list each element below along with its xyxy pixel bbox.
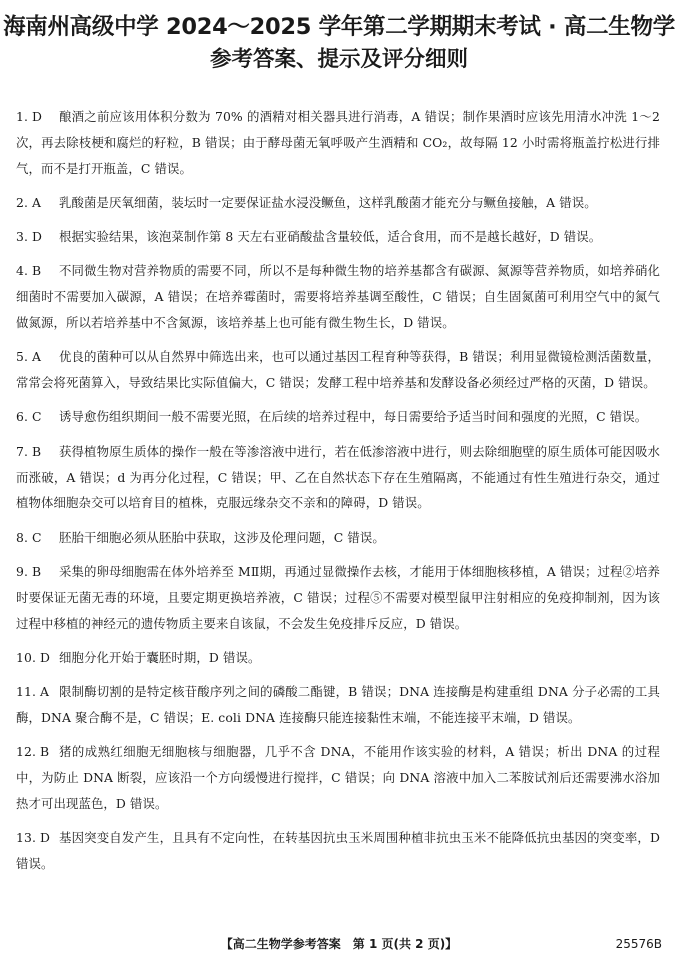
- answer-item-1: [16, 104, 660, 181]
- answer-explanation: 不同微生物对营养物质的需要不同，所以不是每种微生物的培养基都含有碳源、氮源等营养物质，如培养硝化细菌时不需要加入碳源，A 错误；在培养霉菌时，需要将培养基调至酸性，C 错误；自生固氮菌可利用空气中的氮气做氮源，所以若培养基中不含氮源，该培养基上也可能有微生物生长，D 错误。: [16, 263, 660, 331]
- answer-number: 8. C: [16, 529, 42, 545]
- answer-subtitle: 参考答案、提示及评分细则: [209, 47, 468, 72]
- answer-number: 11. A: [16, 684, 50, 700]
- answer-number: 1. D: [16, 109, 43, 124]
- answer-explanation: 采集的卵母细胞需在体外培养至 MⅡ期，再通过显微操作去核，才能用于体细胞核移植，A 错误；过程②培养时要保证无菌无毒的环境，且要定期更换培养液，C 错误；过程⑤不需要对模型鼠甲注射相应的免疫抑制剂，因为该过程中移植的神经元的遗传物质主要来自该鼠，不会发生免疫排斥反应，D 错误。: [16, 563, 660, 631]
- answer-item-2: [16, 190, 660, 216]
- answer-item-5: [16, 344, 660, 396]
- answer-explanation: 根据实验结果，该泡菜制作第 8 天左右亚硝酸盐含量较低，适合食用，而不是越长越好，D 错误。: [59, 229, 602, 245]
- answer-explanation: 细胞分化开始于囊胚时期，D 错误。: [59, 649, 261, 665]
- answer-item-4: [16, 258, 660, 335]
- answer-explanation: 诱导愈伤组织期间一般不需要光照，在后续的培养过程中，每日需要给予适当时间和强度的光照，C 错误。: [59, 409, 648, 425]
- answer-explanation: 猪的成熟红细胞无细胞核与细胞器，几乎不含 DNA，不能用作该实验的材料，A 错误；析出 DNA 的过程中，为防止 DNA 断裂，应该沿一个方向缓慢进行搅拌，C 错误；向 DNA 溶液中加入二苯胺试剂后还需要沸水浴加热才可出现蓝色，D 错误。: [16, 744, 660, 811]
- answer-item-7: [16, 439, 660, 516]
- answer-number: 13. D: [16, 830, 51, 846]
- answer-number: 9. B: [16, 563, 42, 579]
- answer-item-9: [16, 559, 660, 636]
- answer-item-8: [16, 525, 660, 551]
- answer-explanation: 基因突变自发产生，且具有不定向性，在转基因抗虫玉米周围种植非抗虫玉米不能降低抗虫基因的突变率，D 错误。: [16, 830, 660, 871]
- footer-doc-code: 25576B: [615, 937, 662, 951]
- answer-item-12: [16, 739, 660, 816]
- footer-page-info: 【高二生物学参考答案 第 1 页(共 2 页)】: [220, 937, 458, 951]
- answer-explanation: 胚胎干细胞必须从胚胎中获取，这涉及伦理问题，C 错误。: [59, 529, 385, 545]
- answer-number: 6. C: [16, 409, 42, 425]
- answer-number: 2. A: [16, 194, 42, 210]
- answer-item-3: [16, 224, 660, 250]
- answer-item-10: [16, 645, 660, 671]
- answer-number: 12. B: [16, 744, 50, 760]
- answer-explanation: 获得植物原生质体的操作一般在等渗溶液中进行，若在低渗溶液中进行，则去除细胞壁的原生质体可能因吸水而涨破，A 错误；d 为再分化过程，C 错误；甲、乙在自然状态下存在生殖隔离，不能通过有性生殖进行杂交，通过植物体细胞杂交可以培育目的植株，克服远缘杂交不亲和的障碍，D 错误。: [16, 443, 660, 511]
- answer-explanation: 酿酒之前应该用体积分数为 70% 的酒精对相关器具进行消毒，A 错误；制作果酒时应该先用清水冲洗 1～2次，再去除枝梗和腐烂的籽粒，B 错误；由于酵母菌无氧呼吸产生酒精和 CO₂，故每隔 12 小时需将瓶盖拧松进行排气，而不是打开瓶盖，C 错误。: [16, 109, 660, 176]
- answer-item-11: [16, 679, 660, 731]
- answer-number: 3. D: [16, 229, 43, 245]
- exam-title: 海南州高级中学 2024～2025 学年第二学期期末考试 · 高二生物学: [3, 14, 675, 40]
- answer-number: 7. B: [16, 443, 42, 459]
- answer-number: 10. D: [16, 649, 51, 665]
- answer-number: 5. A: [16, 349, 42, 365]
- answer-explanation: 乳酸菌是厌氧细菌，装坛时一定要保证盐水浸没鳜鱼，这样乳酸菌才能充分与鳜鱼接触，A 错误。: [59, 194, 597, 210]
- answer-list: [16, 104, 660, 885]
- answer-explanation: 限制酶切割的是特定核苷酸序列之间的磷酸二酯键，B 错误；DNA 连接酶是构建重组 DNA 分子必需的工具酶，DNA 聚合酶不是，C 错误；E. coli DNA 连接酶只能连接黏性末端，不能连接平末端，D 错误。: [16, 684, 660, 725]
- answer-item-13: [16, 825, 660, 877]
- answer-explanation: 优良的菌种可以从自然界中筛选出来，也可以通过基因工程育种等获得，B 错误；利用显微镜检测活菌数量，常常会将死菌算入，导致结果比实际值偏大，C 错误；发酵工程中培养基和发酵设备必须经过严格的灭菌，D 错误。: [16, 349, 660, 391]
- answer-number: 4. B: [16, 263, 42, 279]
- answer-item-6: [16, 404, 660, 430]
